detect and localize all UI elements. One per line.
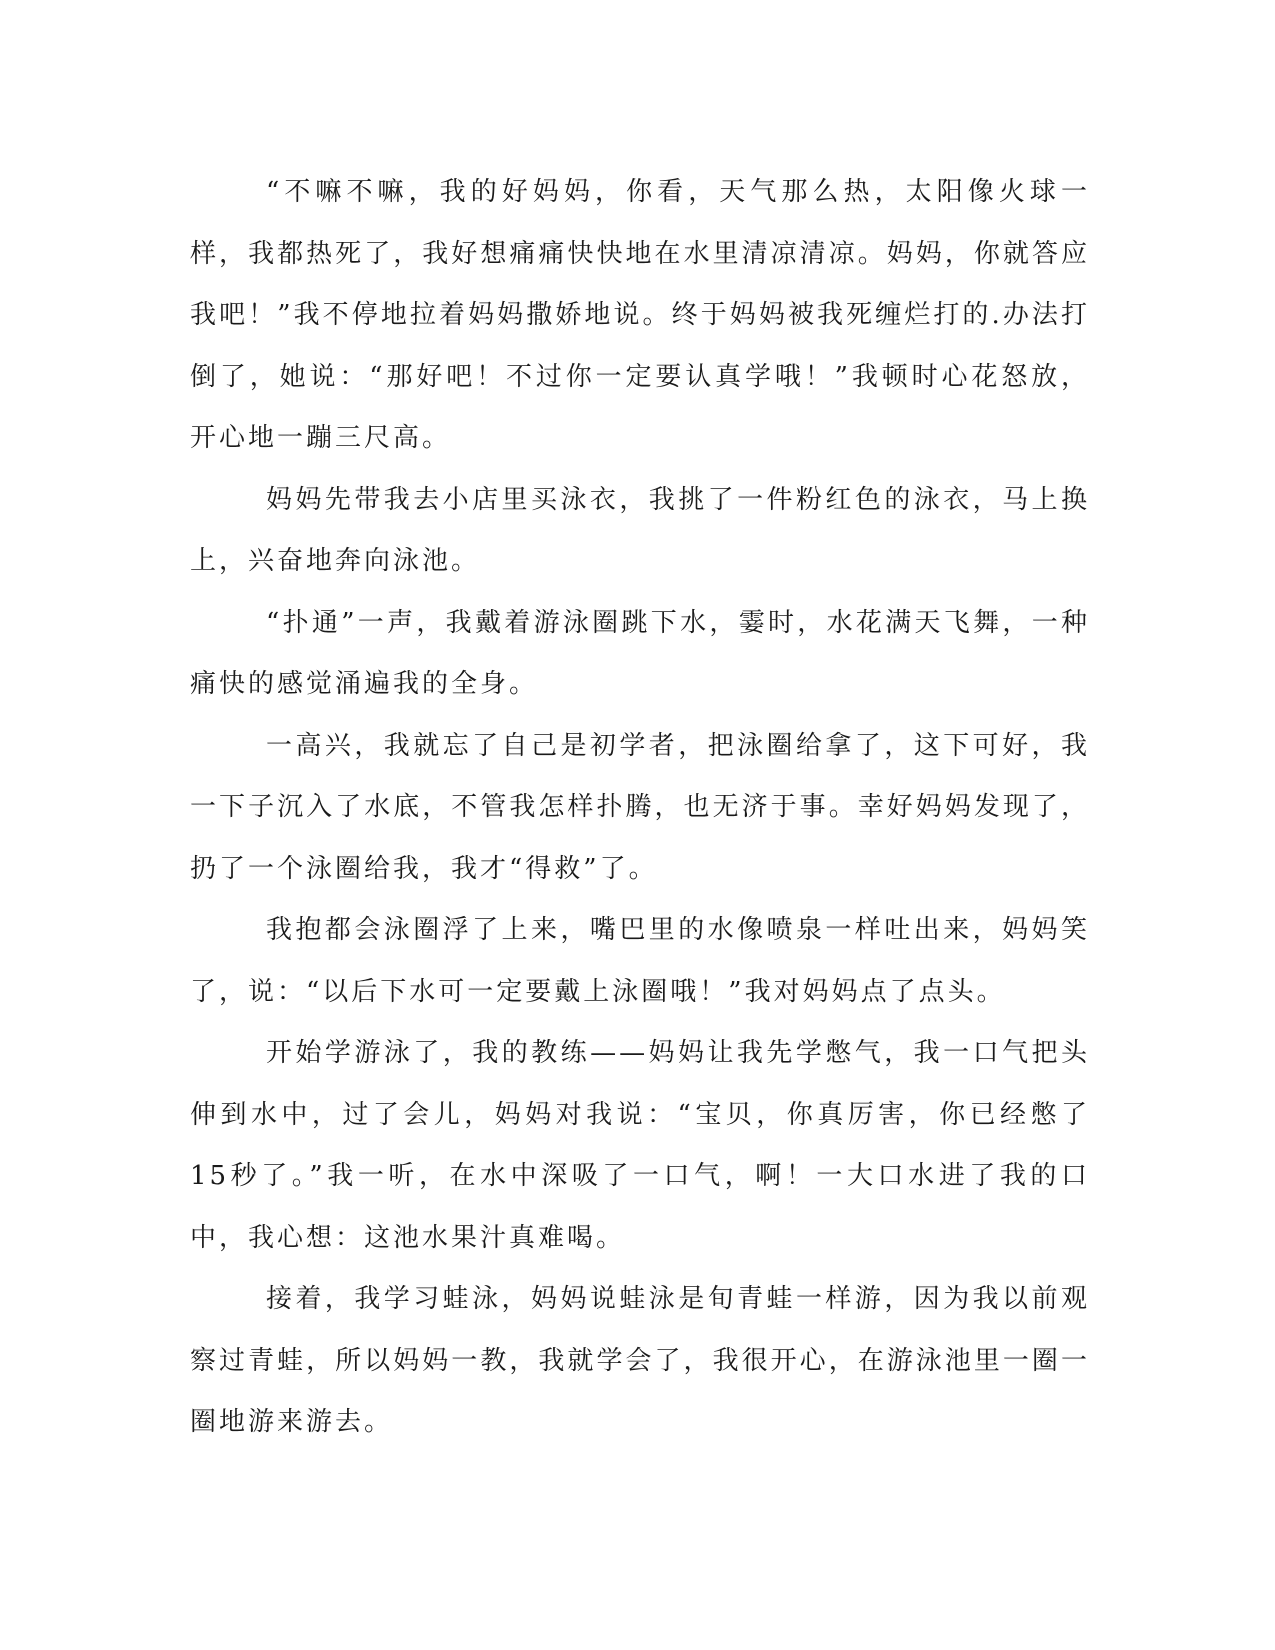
paragraph-line: 开始学游泳了，我的教练——妈妈让我先学憋气，我一口气把头 <box>266 1038 1090 1068</box>
paragraph-7 <box>190 1269 1090 1454</box>
paragraph-line: 了，说：“以后下水可一定要戴上泳圈哦！”我对妈妈点了点头。 <box>190 976 1006 1007</box>
paragraph-line: 我吧！”我不停地拉着妈妈撒娇地说。终于妈妈被我死缠烂打的.办法打 <box>190 300 1090 330</box>
paragraph-2 <box>190 470 1090 593</box>
paragraph-4 <box>190 716 1090 901</box>
paragraph-line: 倒了，她说：“那好吧！不过你一定要认真学哦！”我顿时心花怒放， <box>190 361 1090 392</box>
paragraph-line: 一圈地游来游去。 <box>190 1345 1090 1437</box>
paragraph-line: ，扔了一个泳圈给我，我才“得救”了。 <box>190 792 1090 884</box>
paragraph-3 <box>190 593 1090 716</box>
paragraph-line: “不嘛不嘛，我的好妈妈，你看，天气那么热，太阳像火球一样 <box>190 177 1090 269</box>
paragraph-line: 察过青蛙，所以妈妈一教，我就学会了，我很开心，在游泳池里一圈 <box>190 1345 1061 1376</box>
paragraph-line: ，我都热死了，我好想痛痛快快地在水里清凉清凉。妈妈，你就答应 <box>219 238 1090 269</box>
paragraph-line: 我抱都会泳圈浮了上来，嘴巴里的水像喷泉一样吐出来，妈妈笑 <box>266 915 1090 945</box>
paragraph-line: 上，兴奋地奔向泳池。 <box>190 546 481 576</box>
paragraph-line: 秒了。”我一听，在水中深吸了一口气，啊！一大口水进了我的口中， <box>190 1161 1090 1253</box>
paragraph-line: 我心想：这池水果汁真难喝。 <box>248 1222 626 1253</box>
paragraph-line: 开心地一蹦三尺高。 <box>190 423 452 453</box>
paragraph-line: 一高兴，我就忘了自己是初学者，把泳圈给拿了，这下可好，我 <box>266 730 1090 761</box>
paragraph-line: “扑通”一声，我戴着游泳圈跳下水，霎时，水花满天飞舞，一种 <box>266 607 1090 638</box>
paragraph-1 <box>190 162 1090 470</box>
paragraph-line: 一下子沉入了水底，不管我怎样扑腾，也无济于事。幸好妈妈发现了 <box>190 792 1061 822</box>
paragraph-6 <box>190 1023 1090 1269</box>
paragraph-line: 接着，我学习蛙泳，妈妈说蛙泳是旬青蛙一样游，因为我以前观 <box>266 1284 1090 1314</box>
paragraph-line: 伸到水中，过了会儿，妈妈对我说：“宝贝，你真厉害，你已经憋了 15 <box>190 1099 1090 1191</box>
paragraph-5 <box>190 900 1090 1023</box>
paragraph-line: 妈妈先带我去小店里买泳衣，我挑了一件粉红色的泳衣，马上换 <box>266 484 1090 515</box>
paragraph-line: 痛快的感觉涌遍我的全身。 <box>190 669 539 699</box>
document-body <box>190 162 1090 1454</box>
